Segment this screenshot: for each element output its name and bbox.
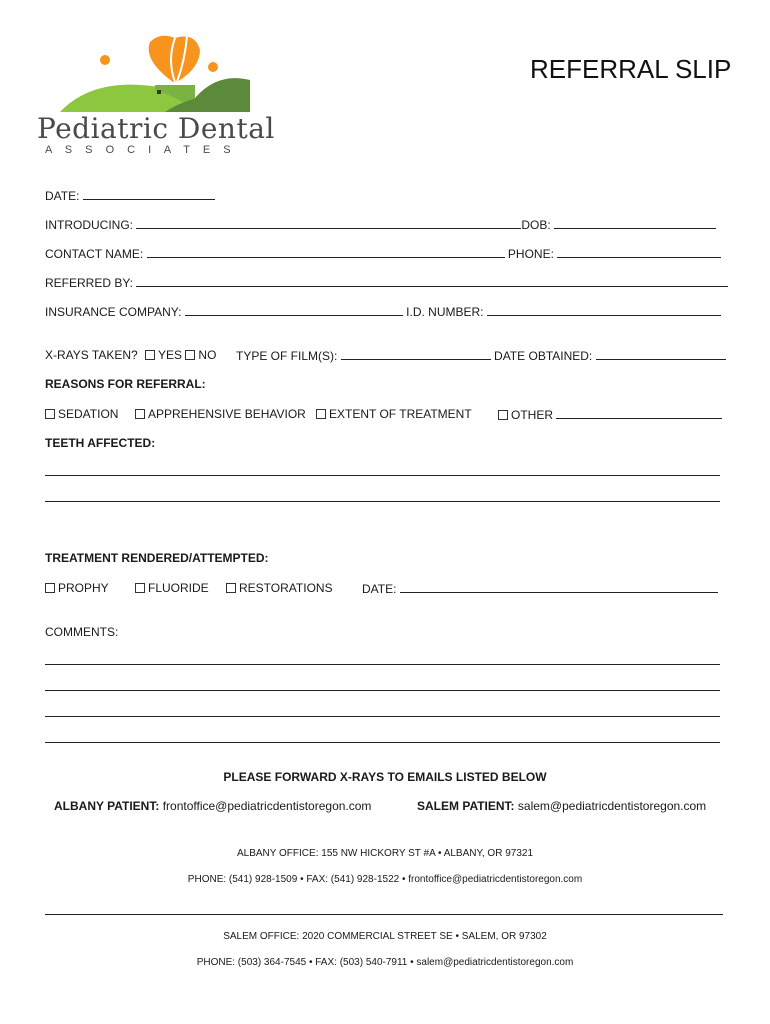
introducing-row (45, 217, 716, 232)
yes-label: YES (158, 348, 183, 362)
treatment-heading: TREATMENT RENDERED/ATTEMPTED: (45, 551, 269, 565)
restorations-checkbox[interactable] (226, 583, 236, 593)
insurance-row (45, 304, 721, 319)
reason-other (498, 407, 722, 422)
reason-extent (316, 407, 472, 421)
id-field[interactable] (487, 304, 721, 316)
contact-field[interactable] (147, 246, 505, 258)
comments-line-4[interactable] (45, 742, 720, 743)
date-field[interactable] (83, 188, 215, 200)
albany-office-contact: PHONE: (541) 928-1509 • FAX: (541) 928-1522 • frontoffice@pediatricdentistoregon.com (187, 874, 583, 885)
treatment-date-field[interactable] (400, 581, 718, 593)
treatment-fluoride (135, 581, 209, 595)
xrays-label: X-RAYS TAKEN? (45, 348, 138, 362)
albany-patient-label: ALBANY PATIENT: (54, 799, 160, 813)
dob-label: DOB: (521, 218, 551, 232)
other-label: OTHER (511, 408, 553, 422)
extent-checkbox[interactable] (316, 409, 326, 419)
film-row (236, 348, 726, 363)
obtained-label: DATE OBTAINED: (494, 349, 593, 363)
extent-label: EXTENT OF TREATMENT (329, 407, 472, 421)
apprehensive-checkbox[interactable] (135, 409, 145, 419)
no-checkbox[interactable] (185, 350, 195, 360)
teeth-line-1[interactable] (45, 475, 720, 476)
dob-field[interactable] (554, 217, 716, 229)
teeth-line-2[interactable] (45, 501, 720, 502)
teeth-heading: TEETH AFFECTED: (45, 436, 156, 450)
salem-patient-email[interactable]: salem@pediatricdentistoregon.com (517, 799, 707, 813)
date-label: DATE: (45, 189, 80, 203)
sedation-label: SEDATION (58, 407, 119, 421)
salem-patient (417, 799, 706, 813)
xrays-row (45, 348, 216, 362)
comments-line-2[interactable] (45, 690, 720, 691)
referred-field[interactable] (136, 275, 728, 287)
introducing-field[interactable] (136, 217, 521, 229)
yes-checkbox[interactable] (145, 350, 155, 360)
treatment-prophy (45, 581, 109, 595)
salem-office-address: SALEM OFFICE: 2020 COMMERCIAL STREET SE • SALEM, OR 97302 (223, 931, 547, 942)
logo-subtitle: A S S O C I A T E S (45, 144, 236, 156)
fluoride-label: FLUORIDE (148, 581, 209, 595)
treatment-date-row (362, 581, 718, 596)
other-checkbox[interactable] (498, 410, 508, 420)
forward-heading: PLEASE FORWARD X-RAYS TO EMAILS LISTED BELOW (223, 770, 547, 784)
albany-patient (54, 799, 371, 813)
obtained-field[interactable] (596, 348, 726, 360)
referred-label: REFERRED BY: (45, 276, 134, 290)
reason-sedation (45, 407, 118, 421)
comments-line-1[interactable] (45, 664, 720, 665)
treatment-restorations (226, 581, 333, 595)
date-row (45, 188, 215, 203)
salem-patient-label: SALEM PATIENT: (417, 799, 515, 813)
reasons-heading: REASONS FOR REFERRAL: (45, 377, 206, 391)
prophy-label: PROPHY (58, 581, 109, 595)
contact-label: CONTACT NAME: (45, 247, 144, 261)
page-title: REFERRAL SLIP (530, 54, 732, 84)
footer-divider (45, 914, 723, 915)
contact-row (45, 246, 721, 261)
film-label: TYPE OF FILM(S): (236, 349, 338, 363)
fluoride-checkbox[interactable] (135, 583, 145, 593)
introducing-label: INTRODUCING: (45, 218, 133, 232)
insurance-label: INSURANCE COMPANY: (45, 305, 182, 319)
no-label: NO (198, 348, 217, 362)
reason-apprehensive (135, 407, 306, 421)
logo-name: Pediatric Dental (37, 112, 275, 145)
albany-patient-email[interactable]: frontoffice@pediatricdentistoregon.com (162, 799, 372, 813)
apprehensive-label: APPREHENSIVE BEHAVIOR (148, 407, 306, 421)
phone-field[interactable] (557, 246, 721, 258)
albany-office-address: ALBANY OFFICE: 155 NW HICKORY ST #A • ALBANY, OR 97321 (236, 848, 534, 859)
comments-label: COMMENTS: (45, 625, 119, 639)
comments-line-3[interactable] (45, 716, 720, 717)
sedation-checkbox[interactable] (45, 409, 55, 419)
balloon-hills-logo-icon (35, 30, 265, 120)
referred-row (45, 275, 728, 290)
id-label: I.D. NUMBER: (406, 305, 484, 319)
salem-office-contact: PHONE: (503) 364-7545 • FAX: (503) 540-7911 • salem@pediatricdentistoregon.com (196, 957, 574, 968)
treatment-date-label: DATE: (362, 582, 397, 596)
restorations-label: RESTORATIONS (239, 581, 333, 595)
insurance-field[interactable] (185, 304, 403, 316)
film-field[interactable] (341, 348, 491, 360)
other-field[interactable] (556, 407, 722, 419)
phone-label: PHONE: (507, 247, 554, 261)
logo (35, 30, 275, 160)
prophy-checkbox[interactable] (45, 583, 55, 593)
